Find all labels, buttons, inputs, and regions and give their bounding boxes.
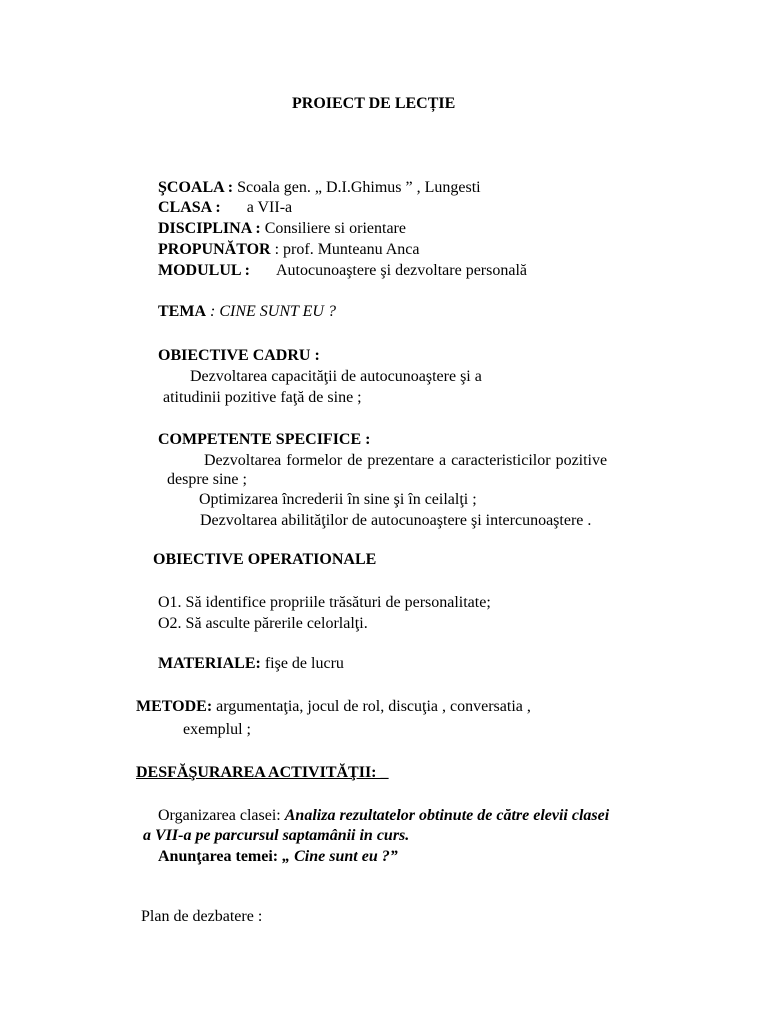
modulul-value: Autocunoaştere şi dezvoltare personală bbox=[276, 262, 528, 279]
desfasurare-heading-text: DESFĂŞURAREA ACTIVITĂŢII: bbox=[136, 764, 377, 781]
metode-line bbox=[136, 697, 531, 717]
disciplina-label: DISCIPLINA : bbox=[158, 220, 261, 237]
competente-item2: Optimizarea încrederii în sine şi în ceilalţi ; bbox=[199, 491, 477, 508]
materiale-label: MATERIALE: bbox=[158, 655, 261, 672]
competente-item1-line1: Dezvoltarea formelor de prezentare a caracteristicilor pozitive bbox=[204, 452, 608, 469]
disciplina-value: Consiliere si orientare bbox=[264, 220, 406, 237]
anuntare-label: Anunţarea temei: bbox=[158, 848, 279, 865]
metode-value-line1: argumentaţia, jocul de rol, discuţia , conversatia , bbox=[216, 698, 531, 715]
scoala-label: ŞCOALA : bbox=[158, 179, 234, 196]
tema-value: : CINE SUNT EU ? bbox=[210, 303, 336, 320]
tema-line bbox=[158, 302, 336, 322]
tema-label: TEMA bbox=[158, 303, 206, 320]
plan-dezbatere: Plan de dezbatere : bbox=[141, 908, 263, 925]
scoala-value: Scoala gen. „ D.I.Ghimus ” , Lungesti bbox=[237, 179, 481, 196]
metode-label: METODE: bbox=[136, 698, 213, 715]
clasa-value: a VII-a bbox=[246, 199, 293, 216]
obiective-operationale-heading: OBIECTIVE OPERATIONALE bbox=[153, 551, 377, 568]
anuntare-line bbox=[158, 847, 398, 867]
anuntare-value: „ Cine sunt eu ?” bbox=[282, 848, 398, 865]
materiale-value: fişe de lucru bbox=[264, 655, 344, 672]
info-scoala bbox=[158, 178, 481, 198]
info-propunator bbox=[158, 240, 419, 260]
info-clasa bbox=[158, 198, 292, 218]
competente-item1-line2: despre sine ; bbox=[167, 471, 247, 488]
clasa-label: CLASA : bbox=[158, 199, 221, 216]
obiective-cadru-line2: atitudinii pozitive faţă de sine ; bbox=[163, 389, 362, 406]
modulul-label: MODULUL : bbox=[158, 262, 250, 279]
competente-item3: Dezvoltarea abilităţilor de autocunoaştere şi intercunoaştere . bbox=[200, 512, 592, 529]
metode-value-line2: exemplul ; bbox=[183, 721, 251, 738]
obiective-cadru-heading: OBIECTIVE CADRU : bbox=[158, 347, 320, 364]
organizare-label: Organizarea clasei: bbox=[158, 807, 281, 824]
objective-o2: O2. Să asculte părerile celorlalţi. bbox=[158, 615, 368, 632]
organizare-value-line1: Analiza rezultatelor obtinute de către elevii clasei bbox=[284, 807, 610, 824]
obiective-cadru-line1: Dezvoltarea capacităţii de autocunoaştere şi a bbox=[190, 368, 482, 385]
propunator-value: : prof. Munteanu Anca bbox=[274, 241, 420, 258]
organizare-line bbox=[158, 806, 609, 826]
objective-o1: O1. Să identifice propriile trăsături de personalitate; bbox=[158, 594, 491, 611]
materiale-line bbox=[158, 654, 344, 674]
propunator-label: PROPUNĂTOR bbox=[158, 241, 271, 258]
page-title: PROIECT DE LECȚIE bbox=[292, 95, 456, 112]
desfasurare-heading bbox=[136, 763, 389, 783]
desfasurare-heading-trailing: _ bbox=[376, 764, 389, 781]
info-disciplina bbox=[158, 219, 406, 239]
competente-heading: COMPETENTE SPECIFICE : bbox=[158, 431, 371, 448]
organizare-value-line2: a VII-a pe parcursul saptamânii in curs. bbox=[143, 827, 410, 844]
info-modulul bbox=[158, 261, 527, 281]
